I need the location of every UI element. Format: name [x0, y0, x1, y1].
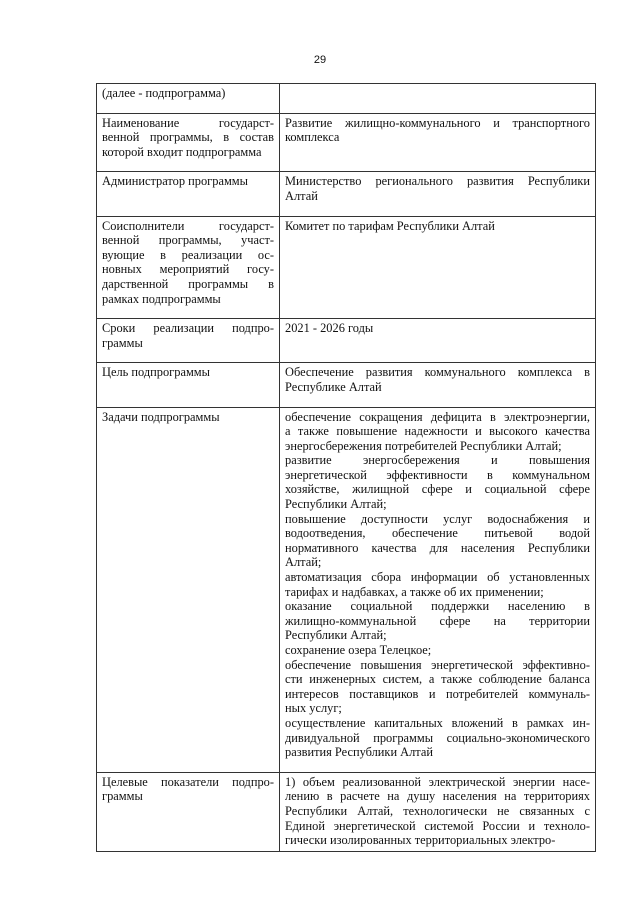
table-row [97, 216, 596, 319]
text-line: Цель подпрограммы [102, 365, 210, 380]
text-line: хозяйстве, жилищной сфере и социальной сфере [285, 482, 590, 497]
text-line: сохранение озера Телецкое; [285, 643, 432, 657]
row-value-cell [280, 772, 596, 851]
text-line: венной программы, участ- [102, 233, 274, 248]
text-line: Республики Алтай; [285, 497, 387, 512]
row-value-cell [280, 172, 596, 216]
text-line: жилищно-коммунальной сфере на территории [285, 613, 590, 628]
text-line: лению в расчете на душу населения на территориях [285, 789, 590, 804]
text-line: развития Республики Алтай [285, 745, 433, 760]
text-line: вующие в реализации ос- [102, 247, 274, 262]
text-line: тарифах и надбавках, а также об их применении; [285, 584, 544, 599]
row-label-cell [97, 172, 280, 216]
text-line: энергосбережения потребителей Республики Алтай; [285, 438, 562, 453]
text-line: нормативного качества для населения Республики [285, 540, 590, 555]
program-passport-table [96, 83, 596, 852]
text-line: дарственной программы в [102, 276, 274, 291]
text-line: ных услуг; [285, 701, 342, 716]
table-row [97, 172, 596, 216]
text-line: которой входит подпрограмма [102, 144, 262, 159]
table-row [97, 113, 596, 172]
text-line: гически изолированных территориальных электро- [285, 833, 556, 848]
row-value-cell [280, 84, 596, 114]
row-value-cell [280, 216, 596, 319]
text-line: рамках подпрограммы [102, 291, 221, 306]
text-line: автоматизация сбора информации об установленных [285, 570, 590, 585]
text-line: Развитие жилищно-коммунального и транспортного [285, 115, 590, 130]
text-line: повышение доступности услуг водоснабжения и [285, 511, 590, 526]
row-label-cell [97, 319, 280, 363]
text-line: водоотведения, обеспечение питьевой водой [285, 526, 590, 541]
text-line: (далее - подпрограмма) [102, 86, 226, 100]
text-line: развитие энергосбережения и повышения [285, 453, 590, 468]
row-label-cell [97, 113, 280, 172]
table-row [97, 84, 596, 114]
text-line: Администратор программы [102, 174, 248, 189]
text-line: Целевые показатели подпро- [102, 774, 274, 789]
text-line: Обеспечение развития коммунального комплекса в [285, 365, 590, 380]
text-line: комплекса [285, 130, 340, 145]
text-line: Соисполнители государст- [102, 218, 274, 233]
text-line: 2021 - 2026 годы [285, 321, 374, 336]
table-row [97, 363, 596, 407]
text-line: венной программы, в состав [102, 130, 274, 145]
text-line: Республики Алтай; [285, 628, 387, 643]
row-label-cell [97, 772, 280, 851]
text-line: Наименование государст- [102, 115, 274, 130]
text-line: сти инженерных систем, а также соблюдение баланса [285, 672, 590, 687]
row-value-cell [280, 319, 596, 363]
text-line: дивидуальной программы социально-экономического [285, 730, 590, 745]
text-line: Единой энергетической системой России и техноло- [285, 818, 590, 833]
text-line: Республики Алтай, технологически не связанных с [285, 803, 590, 818]
table-row [97, 319, 596, 363]
text-line: обеспечение повышения энергетической эффективно- [285, 657, 590, 672]
text-line: Алтай; [285, 555, 322, 570]
text-line: Алтай [285, 188, 318, 203]
row-label-cell [97, 407, 280, 772]
text-line: новных мероприятий госу- [102, 262, 274, 277]
table-row [97, 407, 596, 772]
text-line: а также повышение надежности и высокого качества [285, 424, 590, 439]
row-label-cell [97, 216, 280, 319]
text-line: Сроки реализации подпро- [102, 321, 274, 336]
text-line: интересов поставщиков и потребителей коммуналь- [285, 686, 590, 701]
text-line: энергетической эффективности в коммунальном [285, 467, 590, 482]
text-line: осуществление капитальных вложений в рамках ин- [285, 715, 590, 730]
text-line: граммы [102, 335, 143, 350]
row-value-cell [280, 363, 596, 407]
text-line: Министерство регионального развития Республики [285, 174, 590, 189]
text-line: обеспечение сокращения дефицита в электроэнергии, [285, 409, 590, 424]
table-row [97, 772, 596, 851]
row-label-cell [97, 84, 280, 114]
row-value-cell [280, 407, 596, 772]
text-line: Задачи подпрограммы [102, 409, 220, 424]
page-number: 29 [313, 54, 327, 66]
row-value-cell [280, 113, 596, 172]
text-line: оказание социальной поддержки населению в [285, 599, 590, 614]
text-line: Республике Алтай [285, 379, 382, 394]
row-label-cell [97, 363, 280, 407]
text-line: Комитет по тарифам Республики Алтай [285, 218, 495, 233]
text-line: граммы [102, 789, 143, 804]
text-line: 1) объем реализованной электрической энергии насе- [285, 774, 590, 789]
